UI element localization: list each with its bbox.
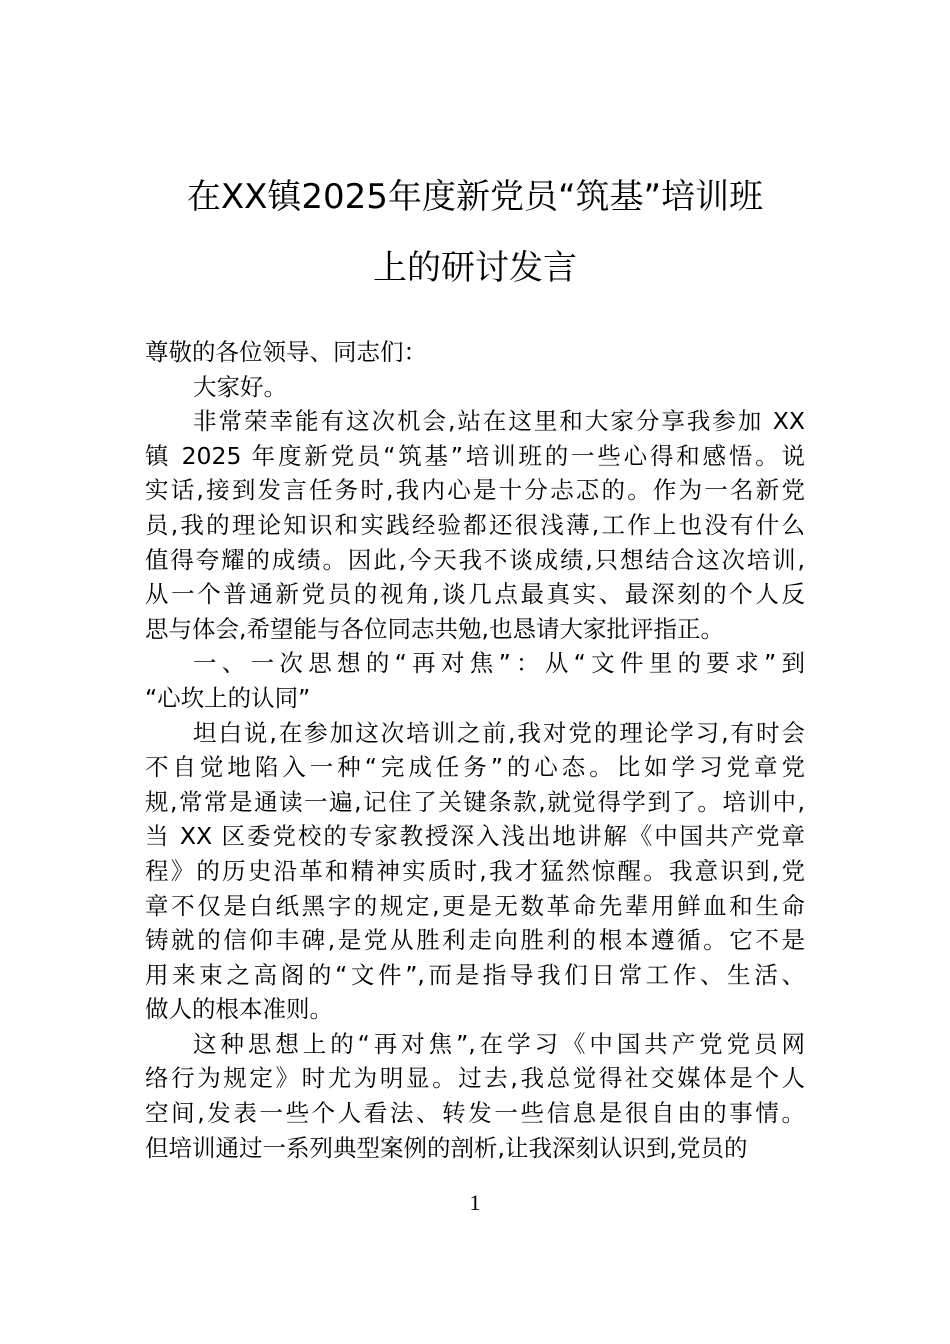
- paragraph-line: 实话,接到发言任务时,我内心是十分忐忑的。作为一名新党: [145, 476, 805, 505]
- paragraph-line: 做人的根本准则。: [145, 995, 333, 1024]
- paragraph-line: 但培训通过一系列典型案例的剖析,让我深刻认识到,党员的: [145, 1133, 748, 1162]
- paragraph-line: 员,我的理论知识和实践经验都还很浅薄,工作上也没有什么: [145, 510, 805, 539]
- salutation: 尊敬的各位领导、同志们：: [145, 338, 427, 366]
- paragraph-line: 当 XX 区委党校的专家教授深入浅出地讲解《中国共产党章: [145, 822, 805, 851]
- paragraph-line: 不自觉地陷入一种“完成任务”的心态。比如学习党章党: [145, 753, 805, 782]
- section-heading-line: 一、一次思想的“再对焦”：从“文件里的要求”到: [193, 649, 805, 678]
- page-number: 1: [469, 1190, 481, 1215]
- paragraph-line: 空间,发表一些个人看法、转发一些信息是很自由的事情。: [145, 1099, 805, 1128]
- section-heading-line: “心坎上的认同”: [145, 683, 311, 712]
- paragraph-line: 用来束之高阁的“文件”,而是指导我们日常工作、生活、: [145, 960, 805, 989]
- paragraph-line: 坦白说,在参加这次培训之前,我对党的理论学习,有时会: [193, 718, 805, 747]
- paragraph-line: 铸就的信仰丰碑,是党从胜利走向胜利的根本遵循。它不是: [145, 926, 805, 955]
- paragraph-line: 从一个普通新党员的视角,谈几点最真实、最深刻的个人反: [145, 580, 805, 609]
- paragraph-line: 章不仅是白纸黑字的规定,更是无数革命先辈用鲜血和生命: [145, 891, 805, 920]
- paragraph-line: 大家好。: [193, 372, 287, 401]
- document-title-line-2: 上的研讨发言: [373, 248, 577, 288]
- paragraph-line: 非常荣幸能有这次机会,站在这里和大家分享我参加 XX: [193, 407, 805, 436]
- paragraph-line: 值得夸耀的成绩。因此,今天我不谈成绩,只想结合这次培训,: [145, 545, 805, 574]
- document-title-line-1: 在XX镇2025年度新党员“筑基”培训班: [186, 177, 764, 217]
- document-body: [145, 335, 805, 1165]
- paragraph-line: 思与体会,希望能与各位同志共勉,也恳请大家批评指正。: [145, 614, 724, 643]
- paragraph-line: 这种思想上的“再对焦”,在学习《中国共产党党员网: [193, 1029, 805, 1058]
- paragraph-line: 镇 2025 年度新党员“筑基”培训班的一些心得和感悟。说: [145, 441, 805, 470]
- paragraph-line: 络行为规定》时尤为明显。过去,我总觉得社交媒体是个人: [145, 1064, 805, 1093]
- paragraph-line: 程》的历史沿革和精神实质时,我才猛然惊醒。我意识到,党: [145, 856, 805, 885]
- paragraph-line: 规,常常是通读一遍,记住了关键条款,就觉得学到了。培训中,: [145, 787, 805, 816]
